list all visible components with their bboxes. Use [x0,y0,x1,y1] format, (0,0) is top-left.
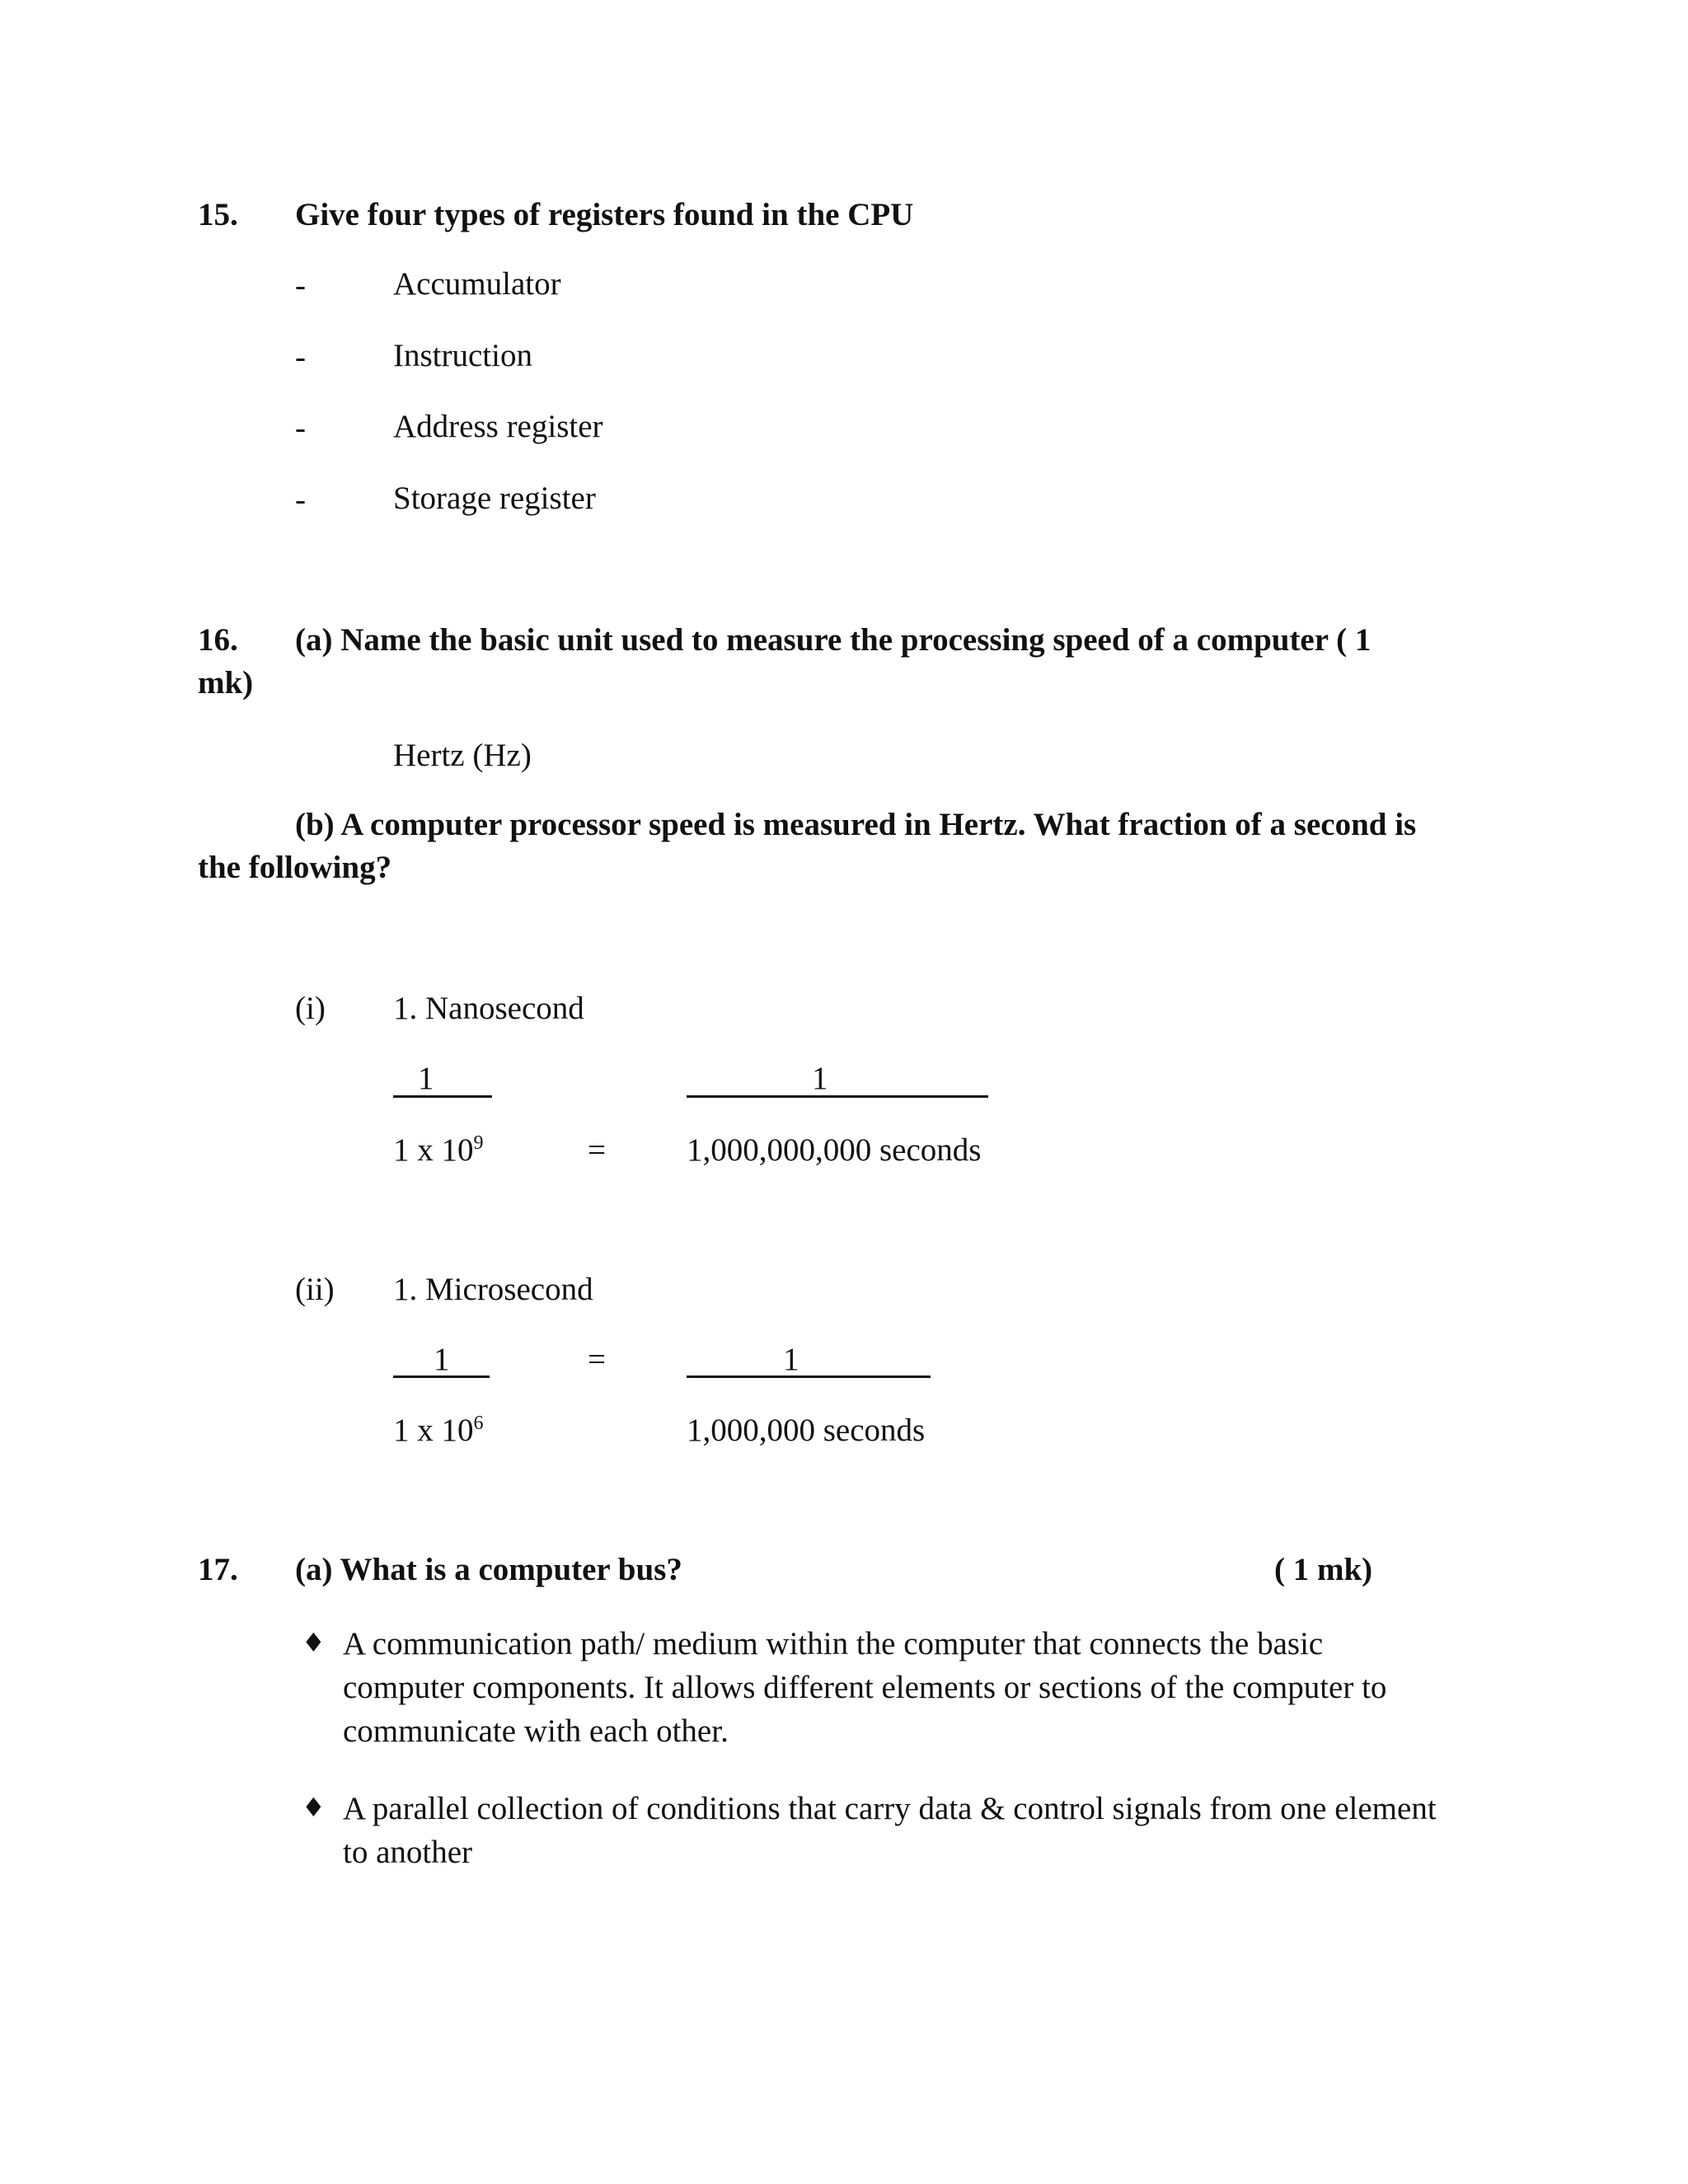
diamond-bullet-icon: ♦ [302,1627,326,1658]
fraction-numerator: 1 [418,1061,434,1096]
fraction-numerator: 1 [434,1342,450,1377]
q16b-item-label: (ii) [295,1272,335,1307]
q16b-item-title: 1. Nanosecond [393,991,584,1026]
exponent: 6 [473,1413,484,1434]
q15-dash: - [295,482,306,518]
q15-dash: - [295,340,306,375]
fraction-numerator: 1 [812,1061,828,1096]
q17a-marks: ( 1 mk) [1274,1552,1373,1587]
equals-sign: = [588,1342,606,1377]
q15-answer: Instruction [393,338,532,373]
fraction-denominator: 1,000,000 seconds [687,1413,926,1448]
q16b-item-title: 1. Microsecond [393,1272,593,1307]
q15-question: Give four types of registers found in the CPU [295,197,914,232]
diamond-bullet-icon: ♦ [302,1792,326,1823]
q15-dash: - [295,268,306,303]
q15-answer: Storage register [393,480,596,516]
fraction-bar [393,1376,490,1378]
q16-number: 16. [198,622,238,658]
equals-sign: = [588,1132,606,1168]
q17a-question: (a) What is a computer bus? [295,1552,682,1587]
q15-answer: Address register [393,409,603,444]
fraction-bar [687,1376,931,1378]
fraction-bar [687,1095,988,1098]
q17a-answer: A parallel collection of conditions that carry data & control signals from one element to another [343,1791,1437,1870]
fraction-denominator: 1 x $10^6$ [393,1413,484,1448]
q16b-item-label: (i) [295,991,326,1026]
q16a-question-line1: (a) Name the basic unit used to measure the processing speed of a computer ( 1 [295,622,1372,658]
q16a-question-line2: mk) [198,665,254,701]
q17a-answer: A communication path/ medium within the computer that connects the basic computer components. It allows different elements or sections of the computer to communicate with each other. [343,1626,1387,1749]
exponent: 9 [473,1132,484,1154]
fraction-numerator: 1 [783,1342,799,1377]
q15-answer: Accumulator [393,266,561,302]
fraction-denominator: 1 x $10^9$ [393,1132,484,1168]
q15-number: 15. [198,197,238,232]
q16a-answer: Hertz (Hz) [393,738,532,773]
fraction-bar [393,1095,492,1098]
q17-number: 17. [198,1552,238,1587]
q16b-question-line1: (b) A computer processor speed is measured in Hertz. What fraction of a second is [295,807,1417,842]
fraction-denominator: 1,000,000,000 seconds [687,1132,982,1168]
q16b-question-line2: the following? [198,850,392,885]
q15-dash: - [295,410,306,446]
